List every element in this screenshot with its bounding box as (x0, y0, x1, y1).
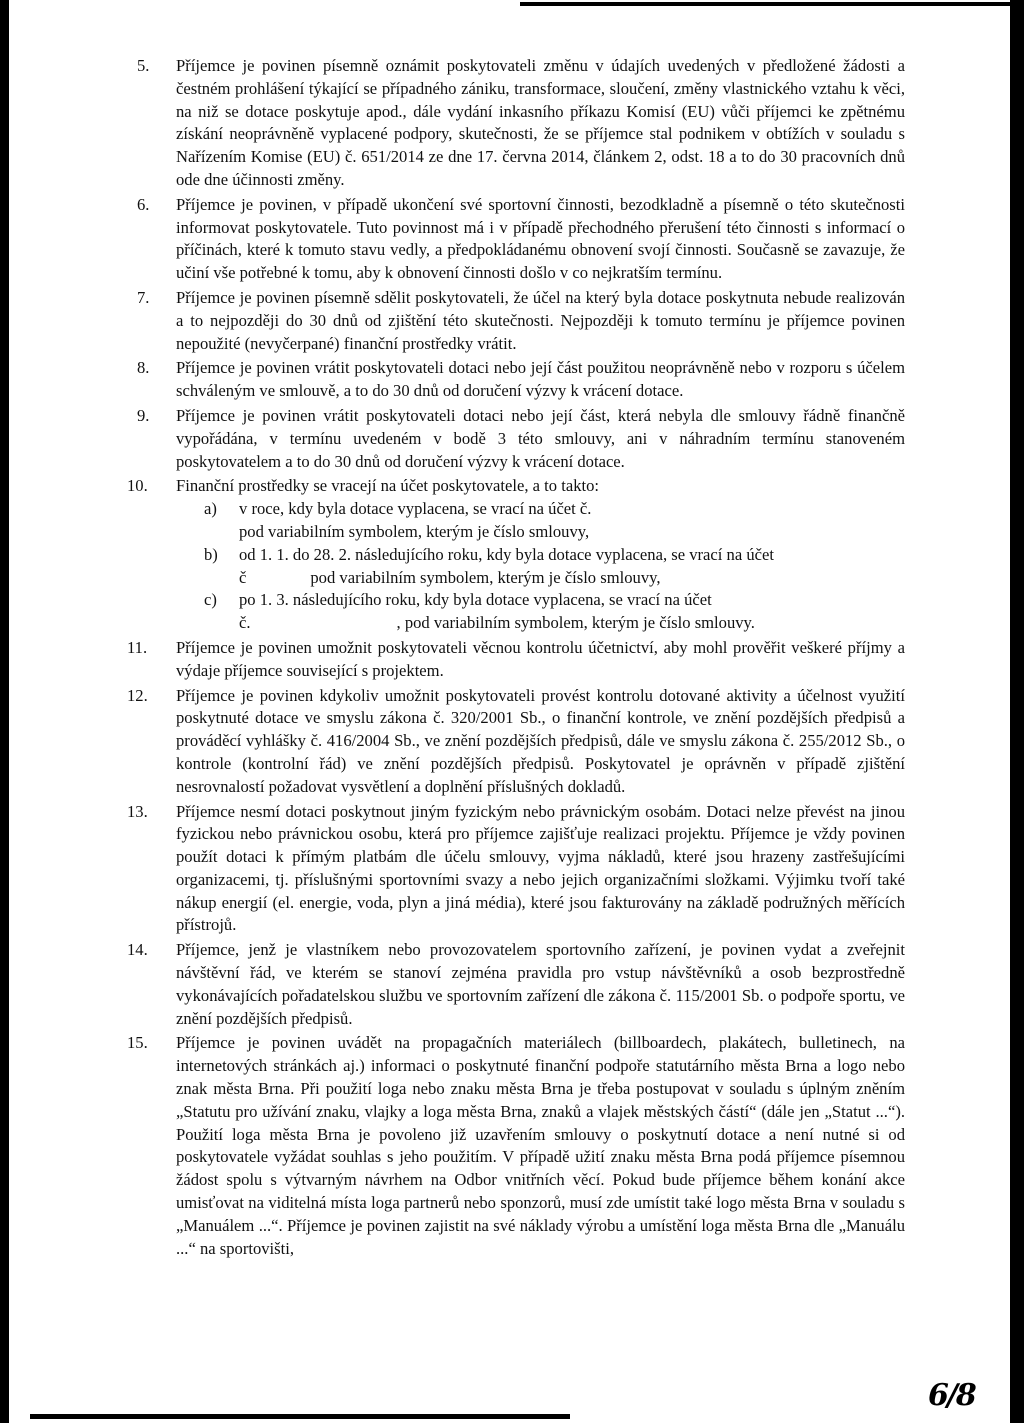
subclause-letter: a) (204, 499, 217, 519)
clause-text: Příjemce je povinen, v případě ukončení své sportovní činnosti, bezodkladně a písemně o této skutečnosti informovat poskytovatele. Tuto povinnost má i v případě přechodného přerušení této činnosti s informací o příčinách, které k tomuto stavu vedly, a předpokládanému obnovení svojí činnosti. Současně se zavazuje, že učiní vše potřebné k tomu, aby k obnovení činnosti došlo v co nejkratším termínu. (176, 194, 905, 283)
clause-text: Příjemce je povinen vrátit poskytovateli dotaci nebo její část použitou neoprávněně nebo v rozporu s účelem schváleným ve smlouvě, a to do 30 dnů od doručení výzvy k vrácení dotace. (176, 358, 905, 401)
subclause-letter: b) (204, 544, 218, 564)
clause-number: 12. (127, 685, 148, 705)
subclause-line: od 1. 1. do 28. 2. následujícího roku, kdy byla dotace vyplacena, se vrací na účet (239, 544, 774, 564)
clause-13 (127, 801, 905, 938)
clause-text: Příjemce je povinen písemně sdělit poskytovateli, že účel na který byla dotace poskytnuta nebude realizován a to nejpozději do 30 dnů od zjištění této skutečnosti. Nejpozději k tomuto termínu je příjemce povinen nepoužité (nevyčerpané) finanční prostředky vrátit. (176, 287, 905, 353)
subclause-c (176, 589, 905, 635)
subclause-line: pod variabilním symbolem, kterým je číslo smlouvy, (310, 567, 661, 587)
clause-text: Příjemce je povinen písemně oznámit poskytovateli změnu v údajích uvedených v předložené žádosti a čestném prohlášení týkající se případného zániku, transformace, sloučení, změny vlastnického vztahu k věci, na niž se dotace poskytuje apod., dále vydání inkasního příkazu Komisí (EU) vůči příjemci ke zpětnému získání neoprávněně vyplacené podpory, skutečnosti, že se příjemce stal podnikem v obtížích v souladu s Nařízením Komise (EU) č. 651/2014 ze dne 17. června 2014, článkem 2, odst. 18 a to do 30 pracovních dnů ode dne účinnosti změny. (176, 56, 905, 189)
clause-number: 15. (127, 1033, 148, 1053)
clause-text: Příjemce, jenž je vlastníkem nebo provozovatelem sportovního zařízení, je povinen vydat a zveřejnit návštěvní řád, ve kterém se stanoví zejména pravidla pro vstup návštěvníků a osob bezprostředně vykonávajících pořadatelskou službu ve sportovním zařízení dle zákona č. 115/2001 Sb. o podpoře sportu, ve znění pozdějších předpisů. (176, 940, 905, 1028)
scan-border-top (520, 2, 1024, 6)
subclause-letter: c) (204, 590, 217, 610)
subclause-line: , pod variabilním symbolem, kterým je číslo smlouvy. (396, 613, 755, 633)
subclause-a (176, 498, 905, 544)
clause-10 (127, 475, 905, 635)
clause-12 (127, 685, 905, 799)
clause-text: Příjemce je povinen kdykoliv umožnit poskytovateli provést kontrolu dotované aktivity a účelnost využití poskytnuté dotace ve smyslu zákona č. 320/2001 Sb., o finanční kontrole, ve znění pozdějších předpisů a prováděcí vyhlášky č. 416/2004 Sb., ve znění pozdějších předpisů, dále ve smyslu zákona č. 255/2012 Sb., o kontrole (kontrolní řád) ve znění pozdějších předpisů. Poskytovatel je oprávněn v případě zjištění nesrovnalostí požadovat vysvětlení a doplnění příslušných dokladů. (176, 685, 905, 796)
clause-number: 9. (137, 405, 150, 425)
subclause-line: pod variabilním symbolem, kterým je číslo smlouvy, (239, 521, 590, 541)
clause-number: 11. (127, 637, 148, 657)
subclause-line: v roce, kdy byla dotace vyplacena, se vrací na účet č. (239, 499, 592, 519)
clause-number: 6. (137, 194, 150, 214)
document-body (127, 55, 905, 1262)
scan-border-right (1010, 0, 1024, 1423)
clause-14 (127, 939, 905, 1030)
clause-number: 14. (127, 940, 148, 960)
handwritten-page-number: 6/8 (928, 1378, 975, 1413)
clause-text: Příjemce je povinen vrátit poskytovateli dotaci nebo její část, která nebyla dle smlouvy řádně finančně vypořádána, v termínu uvedeném v bodě 3 této smlouvy, ani v náhradním termínu stanoveném poskytovatelem a to do 30 dnů od doručení výzvy k vrácení dotace. (176, 405, 905, 471)
account-prefix: č (239, 567, 247, 587)
clause-text: Příjemce nesmí dotaci poskytnout jiným fyzickým nebo právnickým osobám. Dotaci nelze převést na jinou fyzickou nebo právnickou osobu, která pro příjemce zajišťuje realizaci projektu. Příjemce je vždy povinen použít dotaci k přímým platbám dle účelu smlouvy, vyjma nákladů, které jsou hrazeny zastřešujícími organizacemi, tj. příslušnými sportovními svazy a nebo jejich organizačními složkami. Výjimku tvoří také nákup energií (el. energie, voda, plyn a jiná média), které jsou fakturovány na základě podružných měřících přístrojů. (176, 801, 905, 935)
clause-9 (137, 405, 905, 473)
clause-number: 10. (127, 476, 148, 496)
clause-11 (127, 637, 905, 683)
clause-number: 5. (137, 56, 150, 75)
clause-5 (137, 55, 905, 192)
clause-text: Příjemce je povinen uvádět na propagačních materiálech (billboardech, plakátech, bulletinech, na internetových stránkách aj.) informaci o poskytnuté finanční podpoře statutárního města Brna a logo nebo znak města Brna. Při použití loga nebo znaku města Brna je třeba postupovat v souladu s úplným zněním „Statutu pro užívání znaku, vlajky a loga města Brna, znaků a vlajek městských částí“ (dále jen „Statut ...“). Použití loga města Brna je povoleno již uzavřením smlouvy o poskytnutí dotace a není nutné si od poskytovatele vyžádat souhlas s jeho použitím. V případě užití znaku města Brna podá příjemce písemnou žádost spolu s výtvarným návrhem na Odbor vnitřních věcí. Pokud bude příjemce během konání akce umisťovat na viditelná místa loga partnerů nebo sponzorů, musí zde umístit také logo města Brna v souladu s „Manuálem ...“. Příjemce je povinen zajistit na své náklady výrobu a umístění loga města Brna dle „Manuálu ...“ na sportovišti, (176, 1033, 905, 1258)
clause-8 (137, 357, 905, 403)
scan-border-left (0, 0, 9, 1423)
clause-number: 8. (137, 358, 150, 378)
scan-border-bottom (30, 1414, 570, 1419)
clause-text: Finanční prostředky se vracejí na účet poskytovatele, a to takto: (176, 476, 600, 496)
subclause-b (176, 544, 905, 590)
clause-6 (137, 194, 905, 285)
clause-7 (137, 287, 905, 355)
clause-15 (127, 1032, 905, 1260)
clause-text: Příjemce je povinen umožnit poskytovateli věcnou kontrolu účetnictví, aby mohl prověřit veškeré příjmy a výdaje příjemce související s projektem. (176, 637, 905, 680)
clause-number: 7. (137, 287, 150, 307)
account-prefix: č. (239, 613, 251, 633)
subclause-line: po 1. 3. následujícího roku, kdy byla dotace vyplacena, se vrací na účet (239, 590, 712, 610)
clause-number: 13. (127, 801, 148, 821)
